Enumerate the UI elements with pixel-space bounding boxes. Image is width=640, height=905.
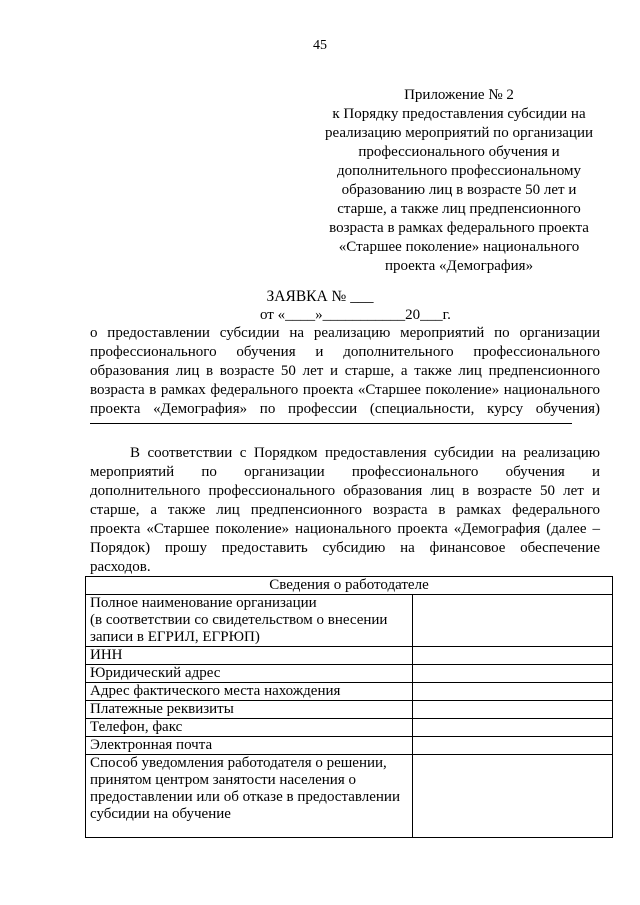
row-label-actual-address: Адрес фактического места нахождения	[86, 683, 413, 701]
table-row	[86, 755, 613, 838]
row-value-org-name[interactable]	[412, 595, 612, 647]
row-label-line: субсидии на обучение	[90, 806, 231, 822]
body-line: старше, а также лиц предпенсионного возраста в рамках федерального	[90, 502, 600, 518]
appendix-line: проекта «Демография»	[384, 258, 534, 274]
row-label-notification-method	[86, 755, 413, 838]
row-label-line: принятом центром занятости населения о	[90, 772, 356, 788]
row-value-legal-address[interactable]	[412, 665, 612, 683]
employer-info-table	[85, 576, 613, 838]
purpose-line: образования лиц в возрасте 50 лет и старше, а также лиц предпенсионного	[90, 363, 600, 379]
application-title: ЗАЯВКА № ___	[266, 288, 374, 305]
body-line: В соответствии с Порядком предоставления субсидии на реализацию	[130, 445, 600, 461]
row-value-notification-method[interactable]	[412, 755, 612, 838]
appendix-header	[318, 86, 600, 276]
row-label-line: (в соответствии со свидетельством о внесении	[90, 612, 388, 628]
row-value-inn[interactable]	[412, 647, 612, 665]
body-line: проекта «Старшее поколение» национального проекта «Демография (далее –	[90, 521, 600, 537]
body-line: мероприятий по организации профессионального обучения и	[90, 464, 600, 480]
row-value-email[interactable]	[412, 737, 612, 755]
appendix-line: реализацию мероприятий по организации	[324, 125, 593, 141]
application-body	[90, 444, 600, 577]
purpose-line: возраста в рамках федерального проекта «Старшее поколение» национального	[90, 382, 600, 398]
page-number: 45	[313, 38, 327, 53]
row-label-email: Электронная почта	[86, 737, 413, 755]
row-value-actual-address[interactable]	[412, 683, 612, 701]
body-line: дополнительного профессионального образования лиц в возрасте 50 лет и	[90, 483, 600, 499]
row-label-legal-address: Юридический адрес	[86, 665, 413, 683]
application-date: от «____»___________20___г.	[260, 307, 451, 323]
table-row	[86, 595, 613, 647]
appendix-line: профессионального обучения и	[358, 144, 560, 160]
body-line: Порядок) прошу предоставить субсидию на финансовое обеспечение	[90, 540, 600, 556]
table-row	[86, 701, 613, 719]
appendix-line: «Старшее поколение» национального	[338, 239, 580, 255]
row-label-payment-details: Платежные реквизиты	[86, 701, 413, 719]
row-label-line: Способ уведомления работодателя о решении,	[90, 755, 387, 771]
body-line: расходов.	[90, 559, 151, 575]
appendix-line: дополнительного профессиональному	[336, 163, 582, 179]
row-label-inn: ИНН	[86, 647, 413, 665]
table-header-row	[86, 577, 613, 595]
table-row	[86, 665, 613, 683]
row-value-payment-details[interactable]	[412, 701, 612, 719]
row-label-line: записи в ЕГРИЛ, ЕГРЮП)	[90, 629, 260, 645]
purpose-line: профессионального обучения и дополнительного профессионального	[90, 344, 600, 360]
appendix-line: возраста в рамках федерального проекта	[329, 220, 589, 236]
table-row	[86, 719, 613, 737]
table-header: Сведения о работодателе	[86, 577, 613, 595]
row-label-org-name	[86, 595, 413, 647]
row-label-line: Полное наименование организации	[90, 595, 317, 611]
row-value-phone-fax[interactable]	[412, 719, 612, 737]
purpose-line: о предоставлении субсидии на реализацию мероприятий по организации	[90, 325, 600, 341]
table-row	[86, 683, 613, 701]
appendix-line: образованию лиц в возрасте 50 лет и	[341, 182, 577, 198]
profession-blank-line	[90, 423, 572, 424]
appendix-line: старше, а также лиц предпенсионного	[337, 201, 581, 217]
purpose-line: проекта «Демография» по профессии (специальности, курсу обучения)	[90, 401, 600, 417]
appendix-line: Приложение № 2	[404, 87, 514, 103]
appendix-line: к Порядку предоставления субсидии на	[332, 106, 586, 122]
row-label-phone-fax: Телефон, факс	[86, 719, 413, 737]
table-row	[86, 647, 613, 665]
table-row	[86, 737, 613, 755]
application-purpose	[90, 324, 600, 419]
row-label-line: предоставлении или об отказе в предоставлении	[90, 789, 400, 805]
